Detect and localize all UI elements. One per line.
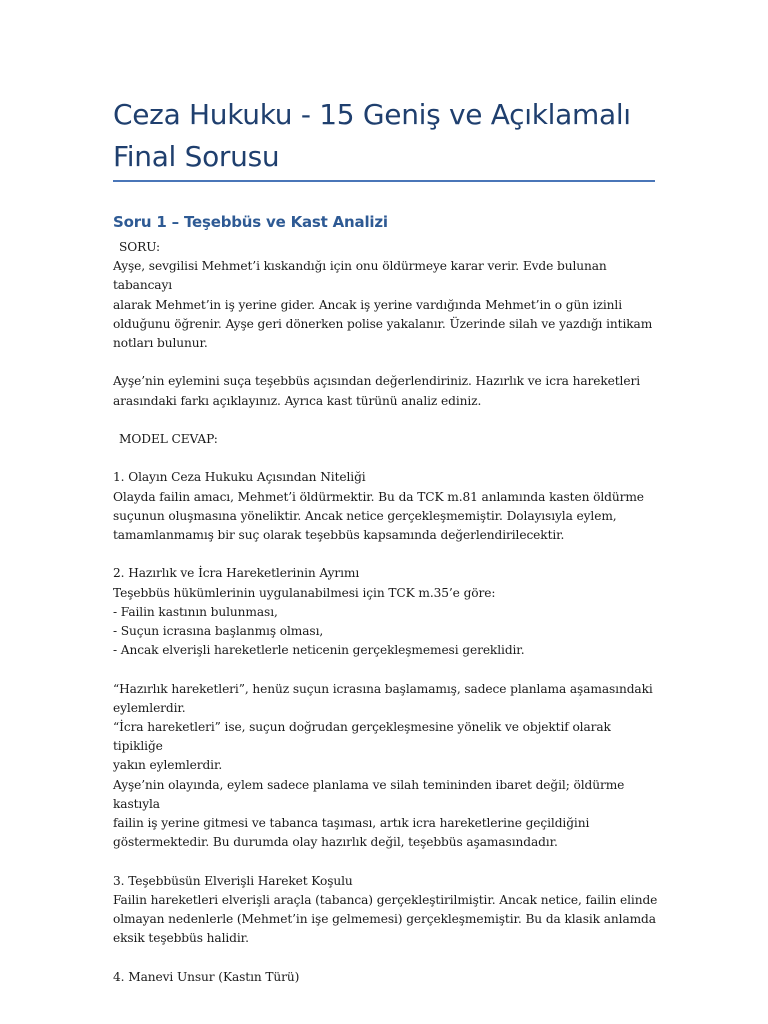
- blank-line: [113, 545, 658, 564]
- section-heading: Soru 1 – Teşebbüs ve Kast Analizi: [113, 213, 388, 231]
- text-line: arasındaki farkı açıklayınız. Ayrıca kast türünü analiz ediniz.: [113, 393, 482, 408]
- text-line: yakın eylemlerdir.: [113, 758, 223, 773]
- blank-line: [113, 660, 658, 679]
- text-line: 3. Teşebbüsün Elverişli Hareket Koşulu: [113, 873, 353, 888]
- text-line: tamamlanmamış bir suç olarak teşebbüs kapsamında değerlendirilecektir.: [113, 528, 565, 542]
- text-line: Teşebbüs hükümlerinin uygulanabilmesi için TCK m.35’e göre:: [113, 585, 496, 600]
- text-line: notları bulunur.: [113, 336, 208, 351]
- text-line: eylemlerdir.: [113, 700, 186, 715]
- text-line: Failin hareketleri elverişli araçla (tabanca) gerçekleştirilmiştir. Ancak netice, failin elinde: [113, 892, 658, 907]
- text-line: 4. Manevi Unsur (Kastın Türü): [113, 969, 300, 984]
- text-line: alarak Mehmet’in iş yerine gider. Ancak iş yerine vardığında Mehmet’in o gün izinli: [113, 297, 623, 312]
- text-line: göstermektedir. Bu durumda olay hazırlık değil, teşebbüs aşamasındadır.: [113, 835, 558, 850]
- text-line: - Failin kastının bulunması,: [113, 604, 278, 619]
- text-line: 1. Olayın Ceza Hukuku Açısından Niteliği: [113, 470, 366, 485]
- blank-line: [113, 948, 658, 967]
- text-line: olmayan nedenlerle (Mehmet’in işe gelmemesi) gerçekleşmemiştir. Bu da klasik anlamda: [113, 912, 656, 927]
- text-line: MODEL CEVAP:: [119, 432, 218, 446]
- text-line: - Ancak elverişli hareketlerle neticenin gerçekleşmemesi gereklidir.: [113, 643, 525, 658]
- document-body: [113, 238, 658, 987]
- text-line: Ayşe, sevgilisi Mehmet’i kıskandığı için onu öldürmeye karar verir. Evde bulunan tabancayı: [113, 259, 607, 293]
- title-underline: [113, 180, 655, 182]
- blank-line: [113, 411, 658, 430]
- text-line: failin iş yerine gitmesi ve tabanca taşıması, artık icra hareketlerine geçildiğini: [113, 816, 590, 831]
- blank-line: [113, 353, 658, 372]
- text-line: 2. Hazırlık ve İcra Hareketlerinin Ayrımı: [113, 566, 360, 581]
- text-line: - Suçun icrasına başlanmış olması,: [113, 624, 324, 638]
- blank-line: [113, 852, 658, 871]
- text-line: “Hazırlık hareketleri”, henüz suçun icrasına başlamamış, sadece planlama aşamasındaki: [113, 681, 653, 696]
- text-line: eksik teşebbüs halidir.: [113, 931, 249, 946]
- text-line: olduğunu öğrenir. Ayşe geri dönerken polise yakalanır. Üzerinde silah ve yazdığı intikam: [113, 316, 653, 331]
- document-title: Ceza Hukuku - 15 Geniş ve Açıklamalı Final Sorusu: [113, 98, 631, 173]
- text-line: Ayşe’nin olayında, eylem sadece planlama ve silah temininden ibaret değil; öldürme kastıyla: [113, 777, 625, 811]
- text-line: suçunun oluşmasına yöneliktir. Ancak netice gerçekleşmemiştir. Dolayısıyla eylem,: [113, 508, 617, 523]
- blank-line: [113, 449, 658, 468]
- text-line: SORU:: [119, 240, 160, 254]
- text-line: Ayşe’nin eylemini suça teşebbüs açısından değerlendiriniz. Hazırlık ve icra hareketleri: [113, 374, 640, 389]
- text-line: “İcra hareketleri” ise, suçun doğrudan gerçekleşmesine yönelik ve objektif olarak tipikliğe: [113, 720, 611, 754]
- text-line: Olayda failin amacı, Mehmet’i öldürmektir. Bu da TCK m.81 anlamında kasten öldürme: [113, 489, 644, 504]
